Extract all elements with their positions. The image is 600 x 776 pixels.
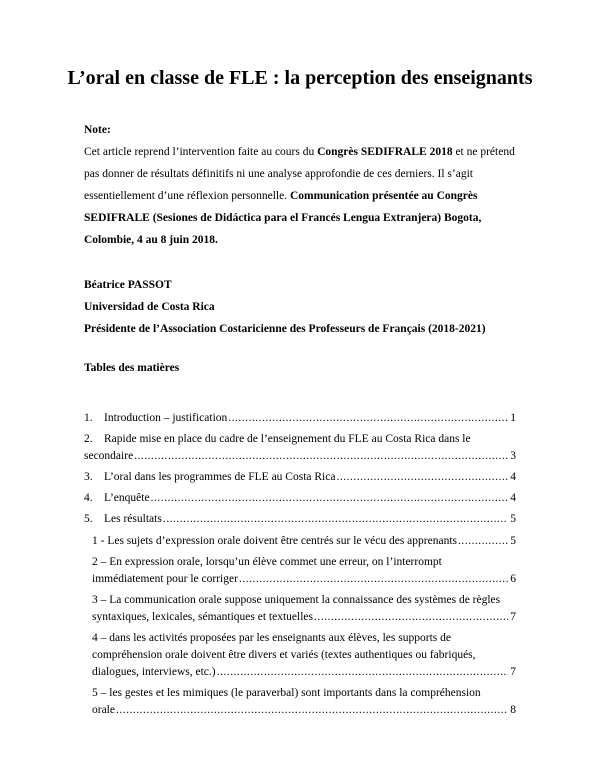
table-of-contents	[84, 400, 516, 719]
note-line3-a: essentiellement d’une réflexion personnelle.	[84, 190, 290, 202]
toc-subentry-page: 8	[510, 704, 516, 716]
toc-entry[interactable]	[84, 511, 516, 528]
toc-heading: Tables des matières	[84, 362, 180, 374]
toc-entry-number: 2.	[84, 433, 93, 445]
toc-leader	[228, 410, 508, 427]
toc-subentry-text-cont: syntaxiques, lexicales, sémantiques et textuelles	[92, 611, 313, 623]
toc-leader	[458, 533, 508, 550]
toc-subentry-text: 2 – En expression orale, lorsqu’un élève commet une erreur, on l’interrompt	[92, 556, 442, 568]
toc-entry-number: 4.	[84, 492, 93, 504]
toc-entry-text-cont: secondaire	[84, 450, 134, 462]
toc-entry-text: L’oral dans les programmes de FLE au Costa Rica	[104, 471, 336, 483]
toc-subentry-text-cont: compréhension orale doivent être divers et variés (textes authentiques ou fabriqués,	[92, 649, 476, 661]
toc-entry[interactable]	[84, 410, 516, 427]
note-line4: SEDIFRALE (Sesiones de Didáctica para el Francés Lengua Extranjera) Bogota,	[84, 212, 482, 224]
toc-entry-text: Introduction – justification	[104, 412, 228, 424]
toc-leader	[314, 609, 508, 626]
toc-entry-page: 1	[510, 412, 516, 424]
toc-entry-number: 5.	[84, 513, 93, 525]
toc-entry[interactable]	[84, 431, 516, 465]
toc-entry-number: 1.	[84, 412, 93, 424]
note-line5: Colombie, 4 au 8 juin 2018.	[84, 234, 218, 246]
toc-entry[interactable]	[84, 469, 516, 486]
toc-subsection-list	[84, 533, 516, 719]
toc-subentry-text: 4 – dans les activités proposées par les enseignants aux élèves, les supports de	[92, 632, 451, 644]
note-line1-a: Cet article reprend l’intervention faite au cours du	[84, 146, 318, 158]
toc-subentry-page: 6	[510, 573, 516, 585]
toc-subentry-page: 7	[510, 611, 516, 623]
toc-subentry-text: 1 - Les sujets d’expression orale doivent être centrés sur le vécu des apprenants	[92, 535, 457, 547]
toc-entry-text: Rapide mise en place du cadre de l’enseignement du FLE au Costa Rica dans le	[104, 433, 471, 445]
toc-subentry-text: 5 – les gestes et les mimiques (le paraverbal) sont importants dans la compréhension	[92, 687, 481, 699]
toc-entry-number: 3.	[84, 471, 93, 483]
toc-leader	[163, 511, 508, 528]
author-role: Présidente de l’Association Costaricienne des Professeurs de Français (2018-2021)	[84, 323, 486, 335]
toc-subentry-text-cont: dialogues, interviews, etc.)	[92, 666, 216, 678]
toc-subentry-text-cont: immédiatement pour le corriger	[92, 573, 238, 585]
toc-entry[interactable]	[84, 490, 516, 507]
toc-subentry-text: 3 – La communication orale suppose uniquement la connaissance des systèmes de règles	[92, 594, 501, 606]
toc-subentry[interactable]	[92, 685, 516, 719]
toc-leader	[217, 664, 509, 681]
toc-entry-page: 4	[510, 471, 516, 483]
toc-leader	[336, 469, 508, 486]
toc-subentry[interactable]	[92, 592, 516, 626]
toc-leader	[239, 571, 508, 588]
note-label: Note:	[84, 124, 111, 136]
toc-entry-page: 3	[510, 450, 516, 462]
toc-entry-text: L’enquête	[104, 492, 150, 504]
note-line3-b: Communication présentée au Congrès	[289, 190, 478, 202]
toc-subentry-text-cont: orale	[92, 704, 115, 716]
toc-entry-text: Les résultats	[104, 513, 162, 525]
note-line2: pas donner de résultats définitifs ni une analyse approfondie de ces derniers. Il s’agit	[84, 168, 473, 180]
author-university: Universidad de Costa Rica	[84, 301, 215, 313]
note-body	[84, 141, 516, 251]
toc-leader	[151, 490, 509, 507]
note-line1-c: et ne prétend	[452, 146, 515, 158]
toc-subentry-page: 7	[510, 666, 516, 678]
toc-leader	[134, 448, 508, 465]
toc-entry-page: 4	[510, 492, 516, 504]
toc-leader	[116, 702, 508, 719]
toc-entry-page: 5	[510, 513, 516, 525]
toc-subentry[interactable]	[92, 630, 516, 681]
note-line1-b: Congrès SEDIFRALE 2018	[317, 146, 453, 158]
toc-subentry[interactable]	[92, 554, 516, 588]
toc-subentry[interactable]	[92, 533, 516, 550]
document-title: L’oral en classe de FLE : la perception des enseignants	[67, 67, 533, 89]
author-name: Béatrice PASSOT	[84, 279, 172, 291]
toc-subentry-page: 5	[510, 535, 516, 547]
